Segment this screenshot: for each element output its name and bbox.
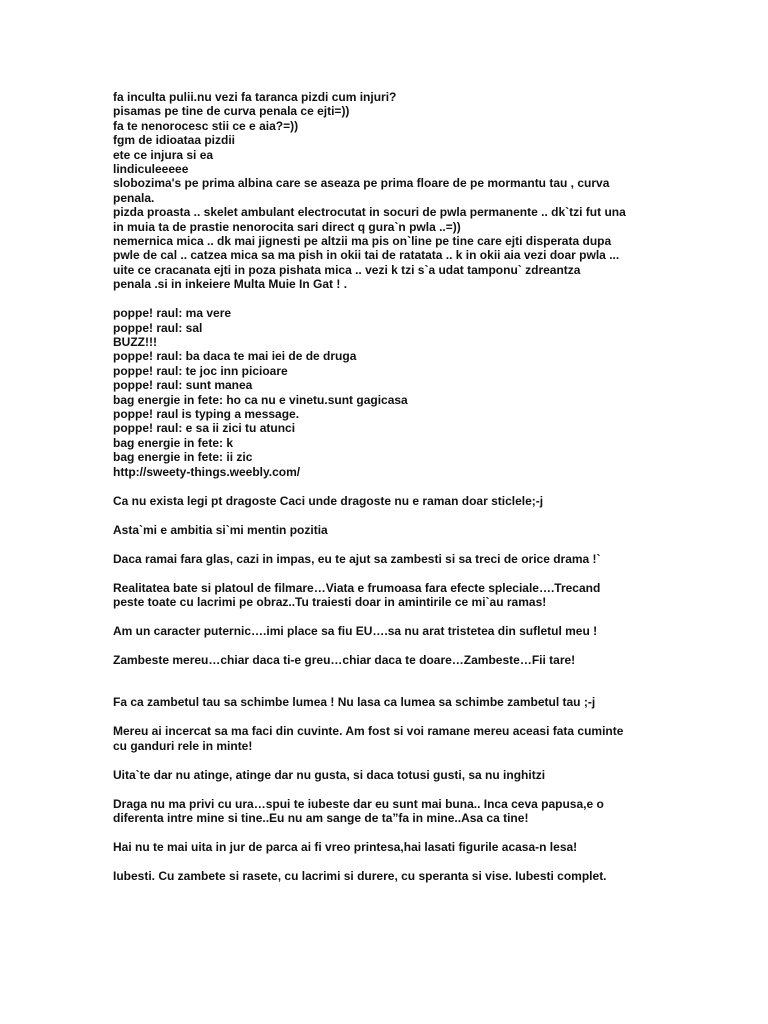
chat-line: BUZZ!!! xyxy=(113,335,157,349)
quote-line: Am un caracter puternic….imi place sa fiu EU….sa nu arat tristetea din sufletul meu ! xyxy=(113,623,598,638)
text-line: lindiculeeeee xyxy=(113,162,189,177)
quote-line: Draga nu ma privi cu ura…spui te iubeste dar eu sunt mai buna.. Inca ceva papusa,e o xyxy=(113,796,604,811)
quote-line: Uita`te dar nu atinge, atinge dar nu gusta, si daca totusi gusti, sa nu inghitzi xyxy=(113,767,546,782)
quote-line: cu ganduri rele in minte! xyxy=(113,738,253,753)
chat-line: poppe! raul: ma vere xyxy=(113,306,232,321)
text-line: in muia ta de prastie nenorocita sari direct q gura`n pwla ..=)) xyxy=(113,219,461,234)
quote-paragraph xyxy=(113,840,633,854)
quote-line: Realitatea bate si platoul de filmare…Viata e frumoasa fara efecte spleciale….Trecand xyxy=(113,580,601,595)
text-line: pizda proasta .. skelet ambulant electrocutat in socuri de pwla permanente .. dk`tzi fut una xyxy=(113,205,626,220)
quote-paragraph xyxy=(113,523,633,537)
chat-line: poppe! raul: sal xyxy=(113,320,203,335)
text-line: slobozima's pe prima albina care se aseaza pe prima floare de pe mormantu tau , curva xyxy=(113,176,610,191)
text-line: pwle de cal .. catzea mica sa ma pish in okii tai de ratatata .. k in okii aia vezi doar pwla ... xyxy=(113,248,620,263)
quote-line: Mereu ai incercat sa ma faci din cuvinte. Am fost si voi ramane mereu aceasi fata cuminte xyxy=(113,724,624,739)
text-line: penala. xyxy=(113,190,155,205)
quote-paragraph xyxy=(113,695,633,709)
chat-line: poppe! raul: ba daca te mai iei de de druga xyxy=(113,349,357,364)
quote-paragraph xyxy=(113,624,633,638)
quote-paragraph xyxy=(113,552,633,566)
text-line: fa te nenorocesc stii ce e aia?=)) xyxy=(113,118,299,133)
quote-paragraph xyxy=(113,797,633,826)
quote-line: Daca ramai fara glas, cazi in impas, eu te ajut sa zambesti si sa treci de orice drama !` xyxy=(113,551,601,566)
chat-line: bag energie in fete: k xyxy=(113,435,234,450)
quote-line: diferenta intre mine si tine..Eu nu am sange de ta”fa in mine..Asa ca tine! xyxy=(113,811,529,826)
url-line: http://sweety-things.weebly.com/ xyxy=(113,464,301,479)
text-line: pisamas pe tine de curva penala ce ejti=)) xyxy=(113,104,350,119)
quote-line: Asta`mi e ambitia si`mi mentin pozitia xyxy=(113,522,328,537)
chat-line: poppe! raul: te joc inn picioare xyxy=(113,363,288,378)
chat-line: bag energie in fete: ho ca nu e vinetu.sunt gagicasa xyxy=(113,392,408,407)
quote-paragraph xyxy=(113,653,633,667)
quote-line: Iubesti. Cu zambete si rasete, cu lacrimi si durere, cu speranta si vise. Iubesti complet. xyxy=(113,869,607,884)
quote-line: peste toate cu lacrimi pe obraz..Tu traiesti doar in amintirile ce mi`au ramas! xyxy=(113,594,547,609)
chat-line: poppe! raul is typing a message. xyxy=(113,407,300,422)
quote-line: Zambeste mereu…chiar daca ti-e greu…chiar daca te doare…Zambeste…Fii tare! xyxy=(113,652,576,667)
text-line: penala .si in inkeiere Multa Muie In Gat ! . xyxy=(113,277,348,292)
text-line: fgm de idioataa pizdii xyxy=(113,133,236,148)
insult-text-block xyxy=(113,90,633,292)
quote-line: Ca nu exista legi pt dragoste Caci unde dragoste nu e raman doar sticlele;-j xyxy=(113,493,544,508)
text-line: ete ce injura si ea xyxy=(113,147,214,162)
quote-paragraph xyxy=(113,724,633,753)
quote-paragraph xyxy=(113,494,633,508)
document-page xyxy=(113,90,633,898)
chat-line: poppe! raul: sunt manea xyxy=(113,378,253,393)
quote-paragraph xyxy=(113,768,633,782)
chat-line: poppe! raul: e sa ii zici tu atunci xyxy=(113,421,296,436)
quote-paragraph xyxy=(113,869,633,883)
text-line: uite ce cracanata ejti in poza pishata mica .. vezi k tzi s`a udat tamponu` zdreantza xyxy=(113,262,581,277)
text-line: fa inculta pulii.nu vezi fa taranca pizdi cum injuri? xyxy=(113,90,397,104)
chat-line: bag energie in fete: ii zic xyxy=(113,450,253,465)
quote-line: Fa ca zambetul tau sa schimbe lumea ! Nu lasa ca lumea sa schimbe zambetul tau ;-j xyxy=(113,695,596,710)
quote-paragraph xyxy=(113,581,633,610)
text-line: nemernica mica .. dk mai jignesti pe altzii ma pis on`line pe tine care ejti disperata dupa xyxy=(113,234,612,249)
quote-line: Hai nu te mai uita in jur de parca ai fi vreo printesa,hai lasati figurile acasa-n lesa! xyxy=(113,840,578,855)
chat-log-block xyxy=(113,306,633,479)
